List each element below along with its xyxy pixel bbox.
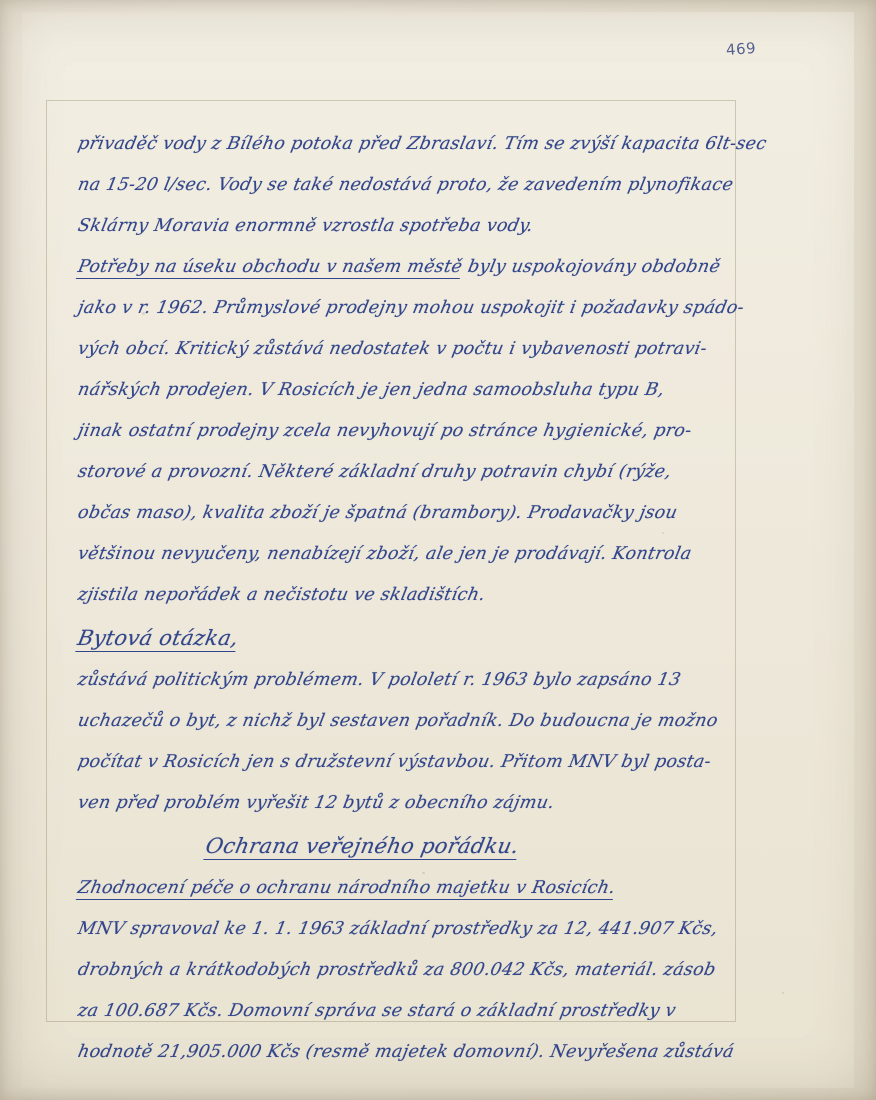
text-line: občas maso), kvalita zboží je špatná (brambory). Prodavačky jsou bbox=[76, 503, 680, 523]
subheading-text: Zhodnocení péče o ochranu národního majetku v Rosicích. bbox=[76, 878, 618, 898]
subheading-property-protection bbox=[74, 868, 782, 909]
text-line: MNV spravoval ke 1. 1. 1963 základní prostředky za 12, 441.907 Kčs, bbox=[76, 919, 720, 939]
text-line: zůstává politickým problémem. V pololetí r. 1963 bylo zapsáno 13 bbox=[76, 670, 683, 690]
text-line-with-underline bbox=[74, 247, 782, 288]
text-line: storové a provozní. Některé základní druhy potravin chybí (rýže, bbox=[76, 462, 674, 482]
paper-speck bbox=[422, 872, 425, 874]
text-line: drobných a krátkodobých prostředků za 800.042 Kčs, materiál. zásob bbox=[76, 960, 718, 980]
text-line: za 100.687 Kčs. Domovní správa se stará o základní prostředky v bbox=[76, 1001, 678, 1021]
text-line-tail: byly uspokojovány obdobně bbox=[460, 257, 723, 277]
text-line: ven před problém vyřešit 12 bytů z obecního zájmu. bbox=[76, 793, 557, 813]
text-line: hodnotě 21,905.000 Kčs (resmě majetek domovní). Nevyřešena zůstává bbox=[76, 1042, 736, 1062]
text-line: Sklárny Moravia enormně vzrostla spotřeba vody. bbox=[76, 216, 535, 236]
text-line: zjistila nepořádek a nečistotu ve skladištích. bbox=[76, 585, 488, 605]
text-line: jako v r. 1962. Průmyslové prodejny mohou uspokojit i požadavky spádo- bbox=[76, 298, 746, 318]
text-line: jinak ostatní prodejny zcela nevyhovují po stránce hygienické, pro- bbox=[76, 421, 694, 441]
text-line: většinou nevyučeny, nenabízejí zboží, ale jen je prodávají. Kontrola bbox=[76, 544, 694, 564]
text-line: uchazečů o byt, z nichž byl sestaven pořadník. Do budoucna je možno bbox=[76, 711, 720, 731]
section-heading-text: Ochrana veřejného pořádku. bbox=[203, 834, 522, 858]
folio-number: 469 bbox=[725, 38, 757, 60]
paper-speck bbox=[662, 532, 664, 534]
text-line: počítat v Rosicích jen s družstevní výstavbou. Přitom MNV byl posta- bbox=[76, 752, 713, 772]
text-line: nářských prodejen. V Rosicích je jen jedna samoobsluha typu B, bbox=[76, 380, 667, 400]
section-heading-housing bbox=[74, 616, 783, 660]
handwritten-text bbox=[75, 124, 778, 1073]
paper-speck bbox=[782, 992, 784, 994]
text-line: na 15-20 l/sec. Vody se také nedostává proto, že zavedením plynofikace bbox=[76, 175, 736, 195]
paper-speck bbox=[142, 312, 145, 315]
text-line: vých obcí. Kritický zůstává nedostatek v počtu i vybavenosti potravi- bbox=[76, 339, 709, 359]
text-line: přivaděč vody z Bílého potoka před Zbraslaví. Tím se zvýší kapacita 6lt-sec bbox=[76, 134, 769, 154]
section-heading-public-order bbox=[74, 824, 783, 868]
section-heading-text: Bytová otázka, bbox=[75, 626, 241, 650]
paper-sheet bbox=[22, 12, 854, 1088]
underlined-phrase: Potřeby na úseku obchodu v našem městě bbox=[76, 257, 465, 277]
